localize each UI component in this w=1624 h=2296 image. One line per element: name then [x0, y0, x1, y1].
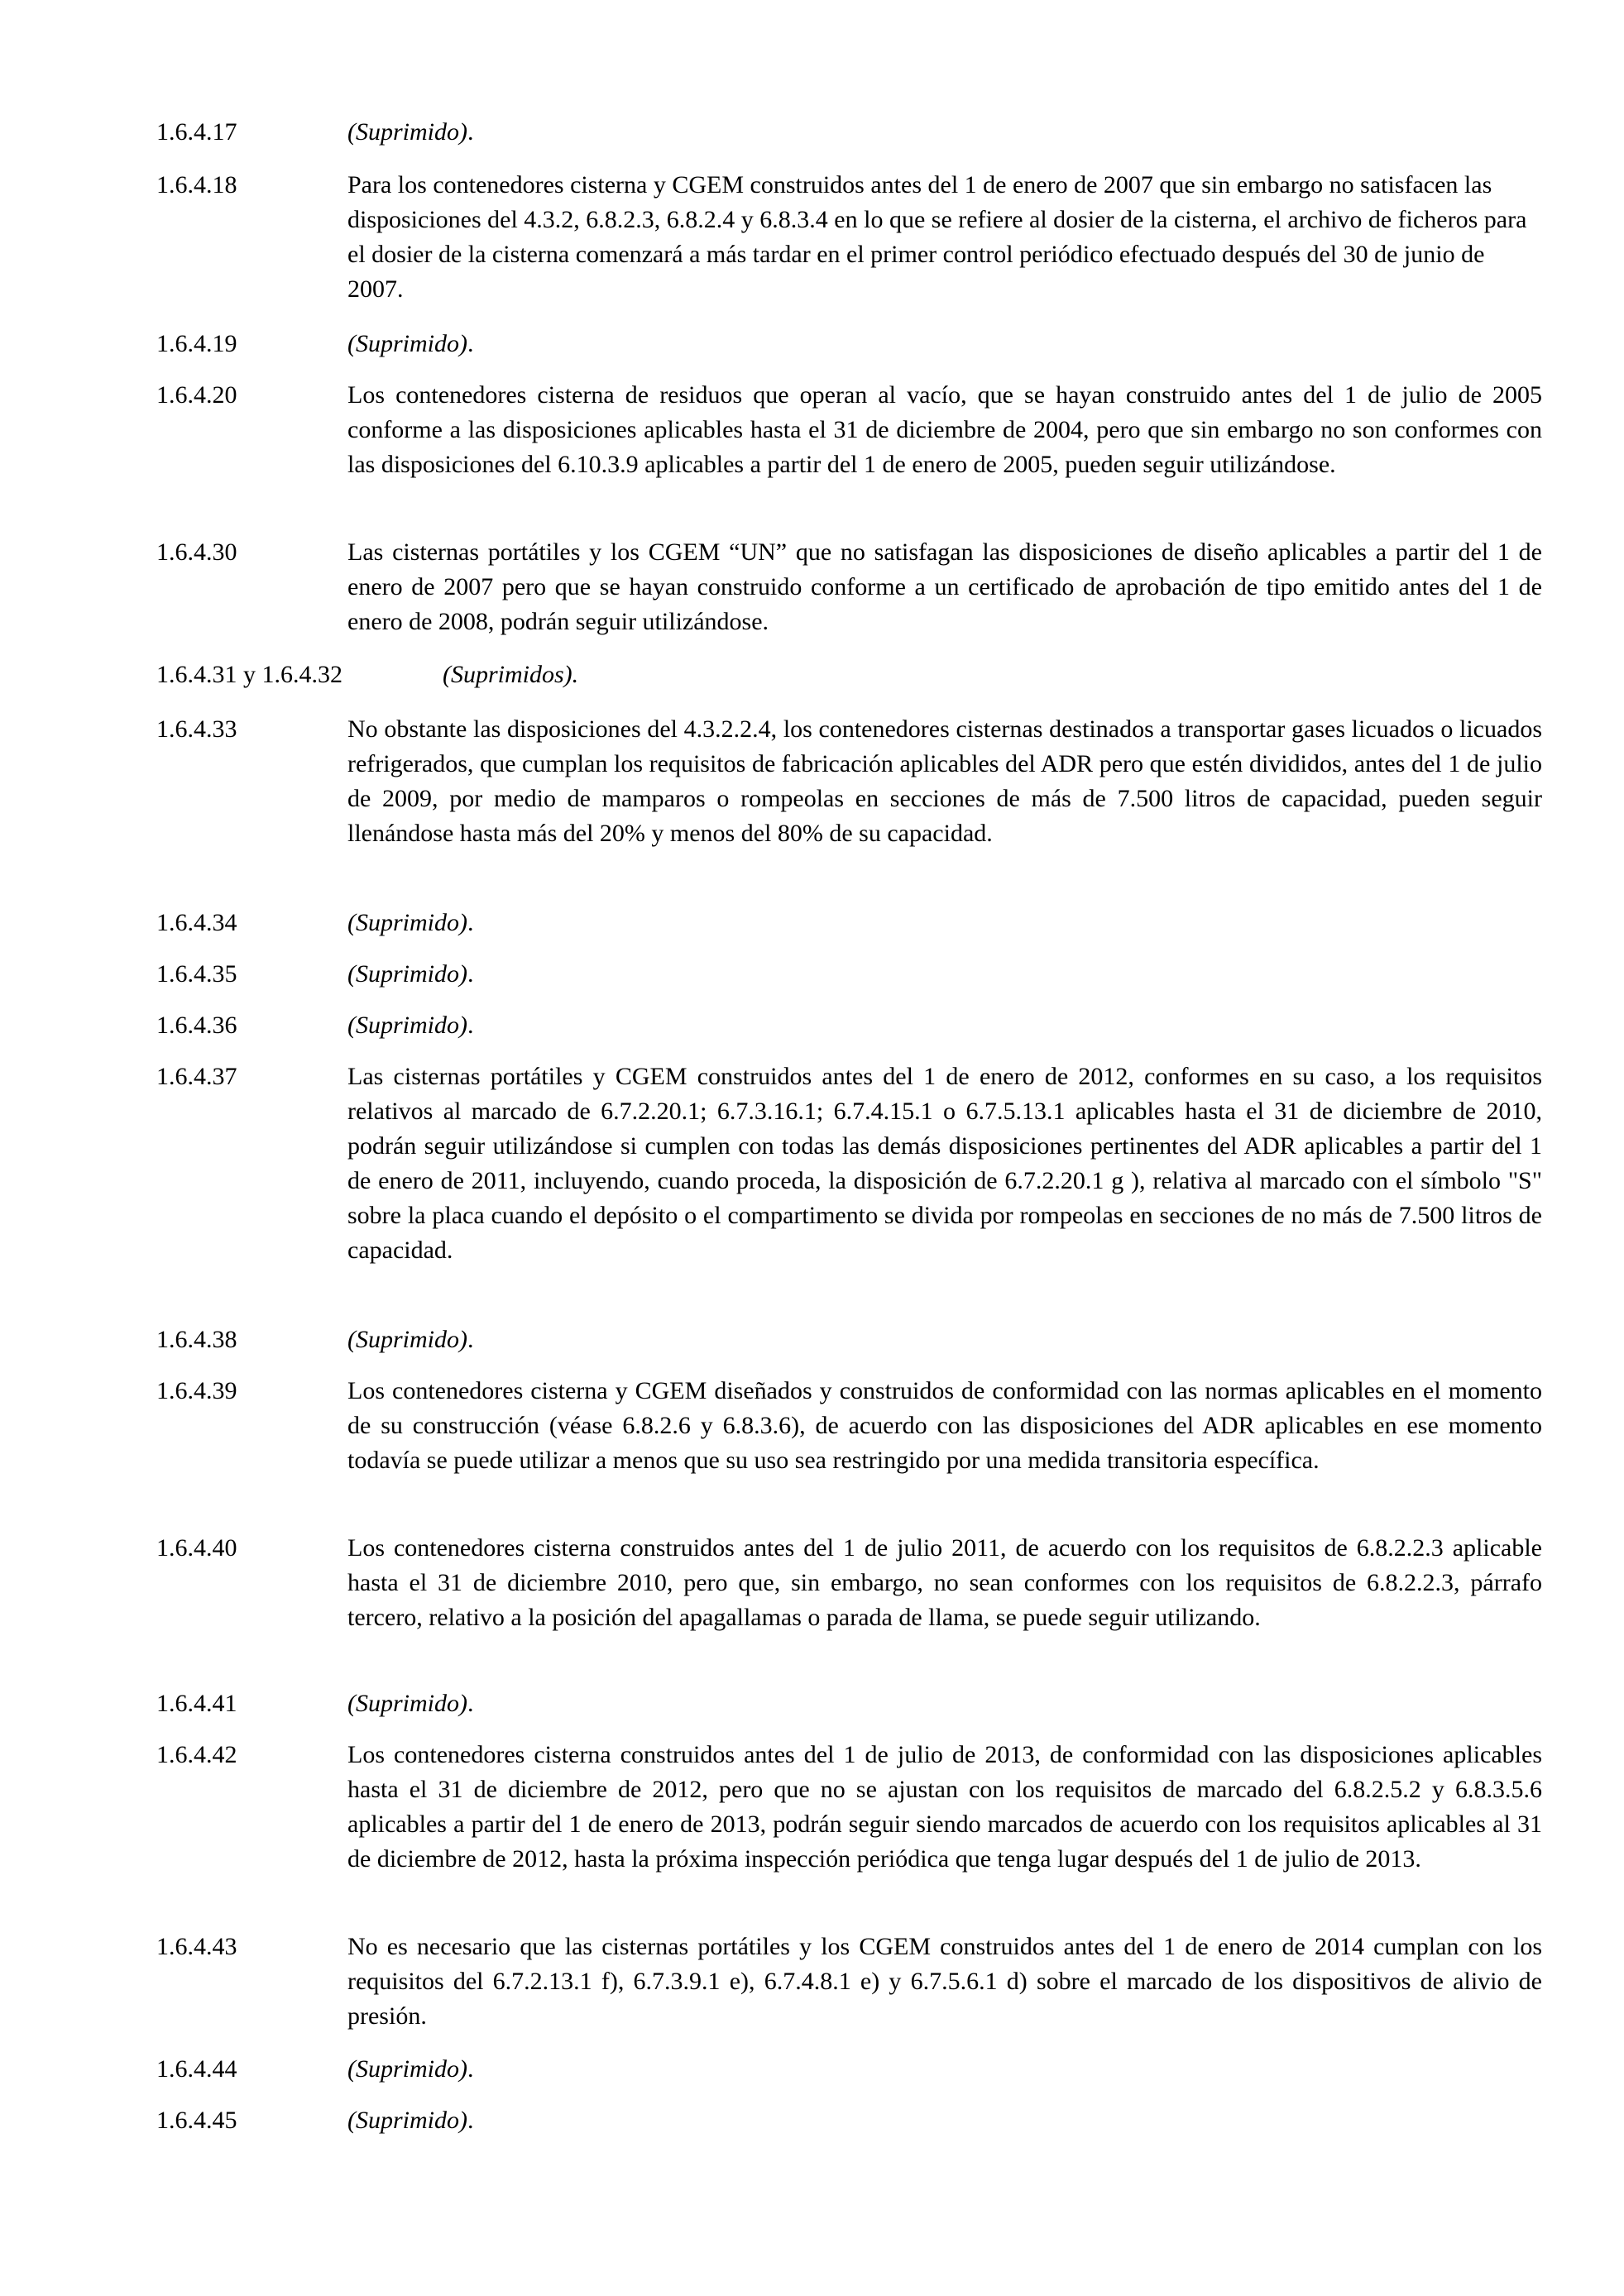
suppressed-text: (Suprimido) — [347, 960, 467, 988]
entry-number: 1.6.4.18 — [156, 171, 237, 199]
entry-text: (Suprimido). — [347, 2107, 474, 2134]
entry-number: 1.6.4.38 — [156, 1326, 237, 1353]
entry-text: Los contenedores cisterna y CGEM diseñados y construidos de conformidad con las normas aplicables en el momento de su construcción (véase 6.8.2.6 y 6.8.3.6), de acuerdo con las disposiciones del ADR aplicables en ese momento todavía se puede utilizar a menos que su uso sea restringido por una medida transitoria específica. — [347, 1377, 1542, 1474]
entry-text: (Suprimido). — [347, 1690, 474, 1717]
entry-number: 1.6.4.40 — [156, 1534, 237, 1562]
entry-text: No obstante las disposiciones del 4.3.2.2.4, los contenedores cisternas destinados a transportar gases licuados o licuados refrigerados, que cumplan los requisitos de fabricación aplicables del ADR pero que estén divididos, antes del 1 de julio de 2009, por medio de mamparos o rompeolas en secciones de más de 7.500 litros de capacidad, pueden seguir llenándose hasta más del 20% y menos del 80% de su capacidad. — [347, 715, 1542, 847]
entry-text: (Suprimido). — [347, 118, 474, 146]
entry-text: Para los contenedores cisterna y CGEM construidos antes del 1 de enero de 2007 que sin embargo no satisfacen las disposiciones del 4.3.2, 6.8.2.3, 6.8.2.4 y 6.8.3.4 en lo que se refiere al dosier de la cisterna, el archivo de ficheros para el dosier de la cisterna comenzará a más tardar en el primer control periódico efectuado después del 30 de junio de 2007. — [347, 171, 1527, 303]
entry-number: 1.6.4.33 — [156, 715, 237, 743]
entry-text: Las cisternas portátiles y CGEM construidos antes del 1 de enero de 2012, conformes en su caso, a los requisitos relativos al marcado de 6.7.2.20.1; 6.7.3.16.1; 6.7.4.15.1 o 6.7.5.13.1 aplicables hasta el 31 de diciembre de 2010, podrán seguir utilizándose si cumplen con todas las demás disposiciones pertinentes del ADR aplicables a partir del 1 de enero de 2011, incluyendo, cuando proceda, la disposición de 6.7.2.20.1 g ), relativa al marcado con el símbolo "S" sobre la placa cuando el depósito o el compartimento se divida por rompeolas en secciones de no más de 7.500 litros de capacidad. — [347, 1063, 1542, 1264]
entry-text: (Suprimido). — [347, 909, 474, 936]
suppressed-text: (Suprimido) — [347, 1690, 467, 1717]
entry-number: 1.6.4.30 — [156, 538, 237, 566]
entry-text: Las cisternas portátiles y los CGEM “UN” que no satisfagan las disposiciones de diseño aplicables a partir del 1 de enero de 2007 pero que se hayan construido conforme a un certificado de aprobación de tipo emitido antes del 1 de enero de 2008, podrán seguir utilizándose. — [347, 538, 1542, 635]
entry-number: 1.6.4.41 — [156, 1690, 237, 1717]
suppressed-text: (Suprimido) — [347, 2107, 467, 2134]
entry-number: 1.6.4.44 — [156, 2055, 237, 2083]
entry-number: 1.6.4.31 y 1.6.4.32 — [156, 661, 343, 688]
suppressed-text: (Suprimido) — [347, 909, 467, 936]
entry-text: No es necesario que las cisternas portátiles y los CGEM construidos antes del 1 de enero de 2014 cumplan con los requisitos del 6.7.2.13.1 f), 6.7.3.9.1 e), 6.7.4.8.1 e) y 6.7.5.6.1 d) sobre el marcado de los dispositivos de alivio de presión. — [347, 1933, 1542, 2030]
entry-text: (Suprimido). — [347, 1012, 474, 1039]
entry-number: 1.6.4.37 — [156, 1063, 237, 1090]
entry-number: 1.6.4.17 — [156, 118, 237, 146]
entry-number: 1.6.4.45 — [156, 2107, 237, 2134]
suppressed-text: (Suprimido) — [347, 330, 467, 357]
entry-number: 1.6.4.20 — [156, 381, 237, 409]
entry-text: (Suprimido). — [347, 1326, 474, 1353]
suppressed-text: (Suprimido) — [347, 1326, 467, 1353]
suppressed-text: (Suprimido) — [347, 1012, 467, 1039]
entry-number: 1.6.4.43 — [156, 1933, 237, 1960]
entry-text: (Suprimido). — [347, 330, 474, 357]
suppressed-text: (Suprimido) — [347, 118, 467, 146]
entry-number: 1.6.4.19 — [156, 330, 237, 357]
suppressed-text: (Suprimidos). — [443, 661, 579, 688]
entry-text: Los contenedores cisterna construidos antes del 1 de julio 2011, de acuerdo con los requisitos de 6.8.2.2.3 aplicable hasta el 31 de diciembre 2010, pero que, sin embargo, no sean conformes con los requisitos de 6.8.2.2.3, párrafo tercero, relativo a la posición del apagallamas o parada de llama, se puede seguir utilizando. — [347, 1534, 1542, 1631]
entry-text: Los contenedores cisterna de residuos que operan al vacío, que se hayan construido antes del 1 de julio de 2005 conforme a las disposiciones aplicables hasta el 31 de diciembre de 2004, pero que sin embargo no son conformes con las disposiciones del 6.10.3.9 aplicables a partir del 1 de enero de 2005, pueden seguir utilizándose. — [347, 381, 1542, 478]
entry-text: (Suprimido). — [347, 2055, 474, 2083]
entry-number: 1.6.4.36 — [156, 1012, 237, 1039]
entry-number: 1.6.4.34 — [156, 909, 237, 936]
suppressed-text: (Suprimido) — [347, 2055, 467, 2083]
entry-number: 1.6.4.42 — [156, 1741, 237, 1768]
entry-number: 1.6.4.39 — [156, 1377, 237, 1404]
entry-text: (Suprimido). — [347, 960, 474, 988]
entry-number: 1.6.4.35 — [156, 960, 237, 988]
entry-text: Los contenedores cisterna construidos antes del 1 de julio de 2013, de conformidad con las disposiciones aplicables hasta el 31 de diciembre de 2012, pero que no se ajustan con los requisitos de marcado del 6.8.2.5.2 y 6.8.3.5.6 aplicables a partir del 1 de enero de 2013, podrán seguir siendo marcados de acuerdo con los requisitos aplicables al 31 de diciembre de 2012, hasta la próxima inspección periódica que tenga lugar después del 1 de julio de 2013. — [347, 1741, 1542, 1873]
